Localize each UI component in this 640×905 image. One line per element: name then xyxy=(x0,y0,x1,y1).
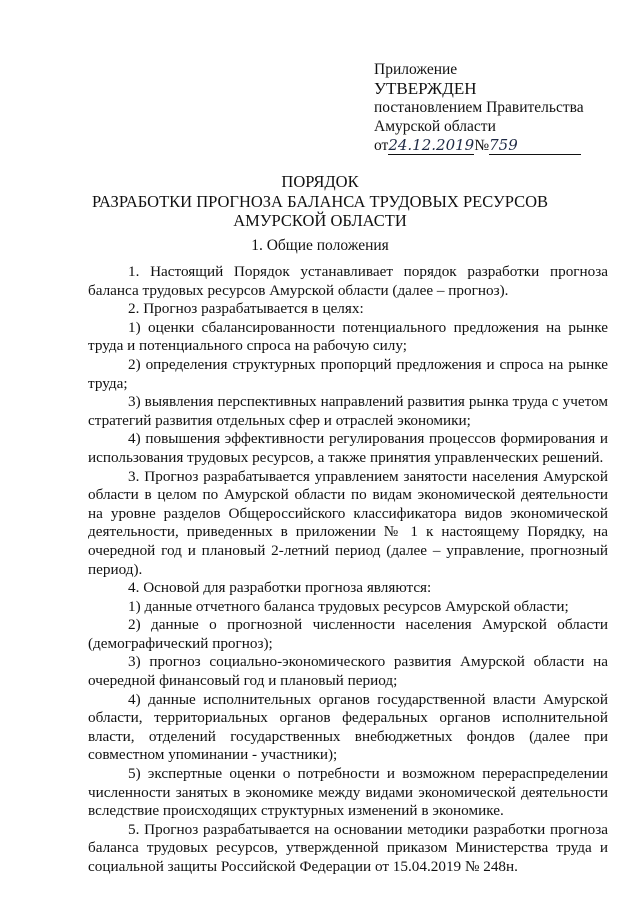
paragraph: 3. Прогноз разрабатывается управлением занятости населения Амурской области в целом по Амурской области по видам экономической деятельности на уровне разделов Общероссийского классификатора видов экономической деятельности, приведенных в приложении № 1 к настоящему Порядку, на очередной год и плановый 2-летний период (далее – управление, прогнозный период). xyxy=(88,467,608,578)
paragraph: 1) данные отчетного баланса трудовых ресурсов Амурской области; xyxy=(128,597,569,615)
approval-block xyxy=(374,60,624,155)
date-field xyxy=(388,137,474,155)
title-line-1: ПОРЯДОК xyxy=(281,172,359,191)
document-body xyxy=(88,263,608,877)
document-title xyxy=(40,172,600,231)
appendix-label: Приложение xyxy=(374,61,458,78)
title-line-3: АМУРСКОЙ ОБЛАСТИ xyxy=(233,211,407,230)
paragraph: 1. Настоящий Порядок устанавливает порядок разработки прогноза баланса трудовых ресурсов Амурской области (далее – прогноз). xyxy=(88,263,608,299)
paragraph: 3) прогноз социально-экономического развития Амурской области на очередной финансовый год и плановый период; xyxy=(88,653,608,690)
date-prefix: от xyxy=(374,137,389,154)
paragraph: 4. Основой для разработки прогноза являются: xyxy=(128,579,432,597)
paragraph: 5. Прогноз разрабатывается на основании методики разработки прогноза баланса трудовых ресурсов, утвержденной приказом Министерства труда и социальной защиты Российской Федерации от 15.04.2019 № 248н. xyxy=(88,820,608,875)
number-field xyxy=(489,137,581,155)
approved-label: УТВЕРЖДЕН xyxy=(374,79,477,98)
paragraph: 1) оценки сбалансированности потенциального предложения на рынке труда и потенциального спроса на рабочую силу; xyxy=(88,318,608,355)
paragraph: 4) повышения эффективности регулирования процессов формирования и использования трудовых ресурсов, а также принятия управленческих решений. xyxy=(88,430,608,466)
paragraph: 2) данные о прогнозной численности населения Амурской области (демографический прогноз); xyxy=(88,616,608,652)
paragraph: 2) определения структурных пропорций предложения и спроса на рынке труда; xyxy=(88,355,608,392)
handwritten-date: 24.12.2019 xyxy=(388,136,475,154)
number-prefix: № xyxy=(474,137,490,154)
paragraph: 2. Прогноз разрабатывается в целях: xyxy=(128,300,364,318)
title-line-2: РАЗРАБОТКИ ПРОГНОЗА БАЛАНСА ТРУДОВЫХ РЕСУРСОВ xyxy=(91,191,549,211)
region-label: Амурской области xyxy=(374,118,496,135)
paragraph: 5) экспертные оценки о потребности и возможном перераспределении численности занятых в экономике между видами экономической деятельности вследствие происходящих структурных изменений в экономике. xyxy=(88,765,608,820)
paragraph: 4) данные исполнительных органов государственной власти Амурской области, территориальных органов федеральных органов исполнительной власти, отделений государственных внебюджетных фондов (далее при совместном упоминании - участники); xyxy=(88,690,608,764)
paragraph: 3) выявления перспективных направлений развития рынка труда с учетом стратегий развития отдельных сфер и отраслей экономики; xyxy=(88,393,608,429)
date-number-line xyxy=(374,136,624,155)
handwritten-number: 759 xyxy=(489,136,518,154)
resolution-label: постановлением Правительства xyxy=(374,99,584,116)
section-heading: 1. Общие положения xyxy=(251,237,389,254)
